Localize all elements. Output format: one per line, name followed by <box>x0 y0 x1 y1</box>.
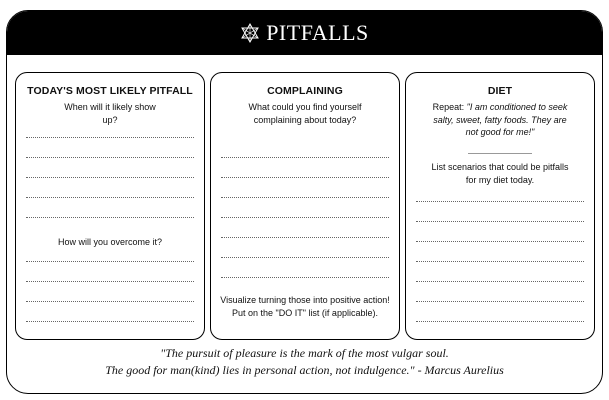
writing-line[interactable] <box>221 217 389 218</box>
diet-mantra <box>406 101 594 139</box>
writing-line[interactable] <box>26 321 194 322</box>
column-prompt: How will you overcome it? <box>57 237 163 247</box>
writing-line[interactable] <box>26 197 194 198</box>
quote-line-1: "The pursuit of pleasure is the mark of the most vulgar soul. <box>160 346 449 360</box>
column-heading: DIET <box>487 85 513 97</box>
writing-line[interactable] <box>221 197 389 198</box>
header-title-group <box>240 20 369 46</box>
writing-line[interactable] <box>416 241 584 242</box>
column-heading: COMPLAINING <box>267 85 343 97</box>
writing-line[interactable] <box>26 261 194 262</box>
writing-line[interactable] <box>26 177 194 178</box>
writing-line[interactable] <box>416 221 584 222</box>
writing-line[interactable] <box>416 201 584 202</box>
column-heading: TODAY'S MOST LIKELY PITFALL <box>27 85 193 97</box>
writing-line[interactable] <box>221 177 389 178</box>
writing-line[interactable] <box>221 277 389 278</box>
writing-line[interactable] <box>416 261 584 262</box>
quote-text: The good for man(kind) lies in personal action, not indulgence." <box>105 363 415 377</box>
writing-line[interactable] <box>26 157 194 158</box>
writing-line[interactable] <box>26 137 194 138</box>
repeat-label: Repeat: <box>432 102 465 112</box>
quote-line-2 <box>7 363 602 378</box>
column-prompt: What could you find yourself complaining about today? <box>248 102 362 125</box>
writing-line[interactable] <box>26 281 194 282</box>
writing-line[interactable] <box>221 257 389 258</box>
writing-line[interactable] <box>221 157 389 158</box>
quote-author: - Marcus Aurelius <box>414 363 504 377</box>
divider <box>468 153 532 154</box>
column-prompt: When will it likely show up? <box>64 102 156 125</box>
writing-line[interactable] <box>416 281 584 282</box>
mantra-text: "I am conditioned to seek salty, sweet, fatty foods. They are not good for me!" <box>433 102 568 137</box>
diet-column <box>405 72 595 340</box>
writing-line[interactable] <box>221 237 389 238</box>
worksheet <box>6 10 603 394</box>
column-prompt: Visualize turning those into positive action! Put on the "DO IT" list (if applicable). <box>220 295 390 318</box>
writing-line[interactable] <box>26 217 194 218</box>
header-bar <box>7 11 602 55</box>
writing-line[interactable] <box>26 301 194 302</box>
complaining-column <box>210 72 400 340</box>
pitfall-column <box>15 72 205 340</box>
star-of-david-icon <box>240 23 260 43</box>
column-prompt: List scenarios that could be pitfalls for my diet today. <box>431 162 569 185</box>
page-title: PITFALLS <box>266 20 369 45</box>
writing-line[interactable] <box>416 301 584 302</box>
writing-line[interactable] <box>416 321 584 322</box>
